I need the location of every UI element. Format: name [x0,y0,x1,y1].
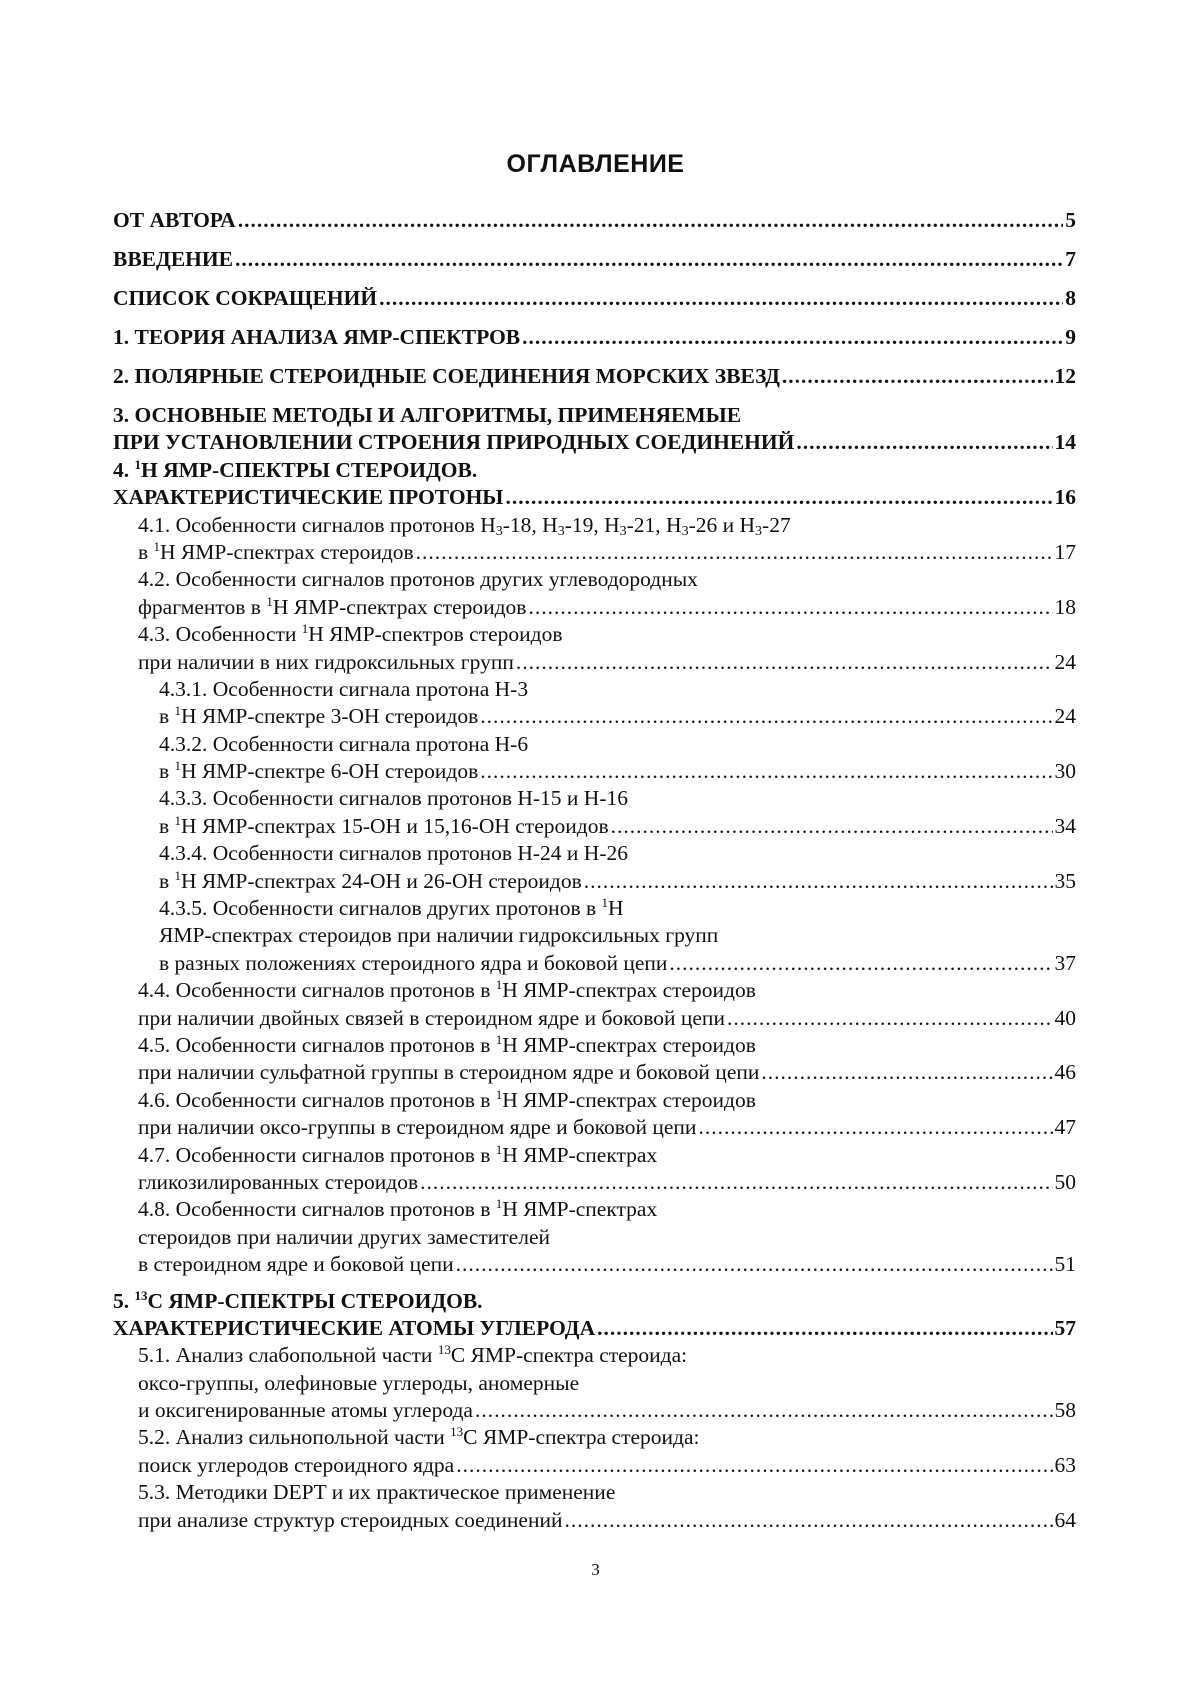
toc-page-number: 40 [1054,1005,1076,1030]
leader-dots [235,247,1063,272]
toc-page-number: 58 [1054,1398,1076,1423]
toc-entry-title: 3. ОСНОВНЫЕ МЕТОДЫ И АЛГОРИТМЫ, ПРИМЕНЯЕМЫЕ [113,403,742,427]
toc-page-number: 16 [1054,485,1076,510]
toc-entry-title: 4.5. Особенности сигналов протонов в $^1$Н ЯМР-спектрах стероидов [138,1031,756,1057]
toc-entry-4-3-3[interactable] [113,786,1076,841]
toc-entry-5-3[interactable] [113,1480,1076,1535]
toc-page-number: 57 [1054,1315,1076,1340]
toc-entry-from-author[interactable] [113,208,1076,236]
leader-dots [505,485,1052,510]
leader-dots [416,540,1053,565]
toc-entry-title-cont: поиск углеродов стероидного ядра [138,1452,455,1477]
leader-dots [611,814,1053,839]
table-of-contents [113,208,1076,1535]
toc-page-number: 51 [1054,1252,1076,1277]
leader-dots [669,951,1052,976]
toc-entry-title-cont: в $^1$Н ЯМР-спектрах 24-ОН и 26-ОН стероидов [159,867,582,893]
toc-entry-title: 5.2. Анализ сильнопольной части $^{13}$С ЯМР-спектра стероида: [138,1424,700,1450]
toc-entry-title: 4.2. Особенности сигналов протонов других углеводородных [138,567,698,592]
toc-entry-title-cont: оксо-группы, олефиновые углероды, аномерные [138,1370,580,1395]
toc-entry-title: СПИСОК СОКРАЩЕНИЙ [113,286,378,310]
toc-entry-title: 5.3. Методики DEPT и их практическое применение [138,1480,616,1505]
toc-page-number: 24 [1054,649,1076,674]
toc-entry-title: 4.4. Особенности сигналов протонов в $^1$Н ЯМР-спектрах стероидов [138,977,756,1003]
toc-entry-title-cont: стероидов при наличии других заместителей [138,1224,550,1249]
toc-entry-title-cont: фрагментов в $^1$Н ЯМР-спектрах стероидов [138,593,527,619]
toc-entry-title: 4.3.1. Особенности сигнала протона Н-3 [159,676,529,701]
leader-dots [782,364,1053,389]
page-title: ОГЛАВЛЕНИЕ [506,150,685,178]
leader-dots [796,430,1052,455]
toc-entry-title: 4.8. Особенности сигналов протонов в $^1$Н ЯМР-спектрах [138,1196,658,1222]
toc-entry-title: 4. $^1$Н ЯМР-СПЕКТРЫ СТЕРОИДОВ. [113,456,478,482]
toc-entry-title: ОТ АВТОРА [113,208,236,232]
toc-entry-title-cont: в стероидном ядре и боковой цепи [138,1252,454,1277]
toc-entry-4-2[interactable] [113,567,1076,622]
toc-entry-title-cont: в $^1$Н ЯМР-спектрах стероидов [138,538,414,564]
toc-page-number: 63 [1054,1452,1076,1477]
toc-entry-title-cont: при анализе структур стероидных соединений [138,1507,563,1532]
toc-entry-title: 4.3.4. Особенности сигналов протонов Н-24 и Н-26 [159,841,628,866]
leader-dots [698,1115,1052,1140]
toc-entry-title: 4.6. Особенности сигналов протонов в $^1$Н ЯМР-спектрах стероидов [138,1086,756,1112]
toc-entry-4-4[interactable] [113,978,1076,1033]
toc-entry-4-6[interactable] [113,1088,1076,1143]
toc-page-number: 8 [1065,286,1076,310]
toc-entry-title: ВВЕДЕНИЕ [113,247,233,271]
toc-entry-chapter-1[interactable] [113,325,1076,353]
leader-dots [456,1252,1053,1277]
toc-page-number: 5 [1065,208,1076,232]
toc-entry-title-cont: в $^1$Н ЯМР-спектре 3-ОН стероидов [159,703,479,729]
toc-entry-title: 2. ПОЛЯРНЫЕ СТЕРОИДНЫЕ СОЕДИНЕНИЯ МОРСКИХ ЗВЕЗД [113,364,780,388]
leader-dots [480,704,1052,729]
leader-dots [528,595,1052,620]
toc-entry-4-8[interactable] [113,1197,1076,1279]
toc-page-number: 35 [1054,868,1076,893]
toc-entry-4-3-5[interactable] [113,896,1076,978]
toc-entry-title: 4.3.3. Особенности сигналов протонов Н-15 и Н-16 [159,786,628,811]
toc-page-number: 24 [1054,704,1076,729]
toc-page-number: 17 [1054,539,1076,564]
leader-dots [727,1006,1053,1031]
toc-entry-title: 4.3. Особенности $^1$Н ЯМР-спектров стероидов [138,621,563,647]
leader-dots [379,286,1063,311]
toc-entry-chapter-4[interactable] [113,458,1076,513]
toc-entry-title-cont: ПРИ УСТАНОВЛЕНИИ СТРОЕНИЯ ПРИРОДНЫХ СОЕДИНЕНИЙ [113,430,795,455]
toc-entry-4-7[interactable] [113,1143,1076,1198]
toc-entry-title-cont: ЯМР-спектрах стероидов при наличии гидроксильных групп [159,923,719,948]
toc-page-number: 46 [1054,1060,1076,1085]
toc-entry-4-1[interactable] [113,513,1076,568]
toc-entry-title-cont: в разных положениях стероидного ядра и боковой цепи [159,950,668,975]
toc-entry-chapter-5[interactable] [113,1289,1076,1344]
toc-entry-title-cont: при наличии сульфатной группы в стероидном ядре и боковой цепи [138,1060,760,1085]
toc-entry-title: 5. $^{13}$С ЯМР-СПЕКТРЫ СТЕРОИДОВ. [113,1287,483,1313]
toc-entry-title: 5.1. Анализ слабопольной части $^{13}$С ЯМР-спектра стероида: [138,1342,688,1368]
toc-page-number: 14 [1054,430,1076,455]
leader-dots [238,208,1064,233]
leader-dots [475,1398,1053,1423]
toc-page-number: 64 [1054,1507,1076,1532]
toc-entry-title: 4.3.2. Особенности сигнала протона Н-6 [159,731,529,756]
toc-entry-4-3-4[interactable] [113,841,1076,896]
toc-page-number: 30 [1054,759,1076,784]
toc-entry-title-cont: ХАРАКТЕРИСТИЧЕСКИЕ АТОМЫ УГЛЕРОДА [113,1315,596,1340]
leader-dots [597,1316,1052,1341]
toc-entry-4-5[interactable] [113,1033,1076,1088]
toc-entry-title-cont: в $^1$Н ЯМР-спектре 6-ОН стероидов [159,758,479,784]
toc-entry-title-cont: в $^1$Н ЯМР-спектрах 15-ОН и 15,16-ОН стероидов [159,812,609,838]
toc-entry-title-cont: гликозилированных стероидов [138,1169,419,1194]
toc-page-number: 50 [1054,1169,1076,1194]
leader-dots [564,1508,1052,1533]
toc-entry-4-3-1[interactable] [113,677,1076,732]
toc-page-number: 37 [1054,950,1076,975]
toc-entry-4-3-2[interactable] [113,732,1076,787]
leader-dots [420,1170,1052,1195]
toc-entry-5-1[interactable] [113,1343,1076,1425]
footer-page-number: 3 [591,1560,600,1579]
toc-page-number: 9 [1065,325,1076,349]
leader-dots [761,1060,1052,1085]
toc-entry-title-cont: при наличии в них гидроксильных групп [138,649,514,674]
leader-dots [480,759,1052,784]
toc-entry-title: 4.3.5. Особенности сигналов других протонов в $^1$Н [159,895,624,921]
leader-dots [522,325,1063,350]
leader-dots [516,650,1053,675]
leader-dots [456,1453,1052,1478]
toc-page-number: 7 [1065,247,1076,271]
toc-page-number: 34 [1054,813,1076,838]
toc-entry-abbreviations[interactable] [113,286,1076,314]
toc-entry-5-2[interactable] [113,1425,1076,1480]
toc-entry-title-cont: и оксигенированные атомы углерода [138,1398,473,1423]
leader-dots [584,869,1053,894]
toc-entry-title-cont: ХАРАКТЕРИСТИЧЕСКИЕ ПРОТОНЫ [113,485,504,510]
toc-page-number: 47 [1054,1115,1076,1140]
toc-entry-title-cont: при наличии оксо-группы в стероидном ядре и боковой цепи [138,1115,697,1140]
toc-entry-title-cont: при наличии двойных связей в стероидном ядре и боковой цепи [138,1005,725,1030]
toc-entry-title: 4.7. Особенности сигналов протонов в $^1$Н ЯМР-спектрах [138,1141,658,1167]
toc-entry-chapter-2[interactable] [113,364,1076,392]
toc-entry-4-3[interactable] [113,622,1076,677]
toc-entry-title: 1. ТЕОРИЯ АНАЛИЗА ЯМР-СПЕКТРОВ [113,325,521,349]
toc-entry-title: 4.1. Особенности сигналов протонов $Н_3-18$, $Н_3-19$, $Н_3-21$, $Н_3-26$ и $Н_3-27$ [138,512,791,539]
toc-page-number: 12 [1054,364,1076,388]
toc-entry-introduction[interactable] [113,247,1076,275]
toc-page-number: 18 [1054,594,1076,619]
toc-entry-chapter-3[interactable] [113,403,1076,458]
